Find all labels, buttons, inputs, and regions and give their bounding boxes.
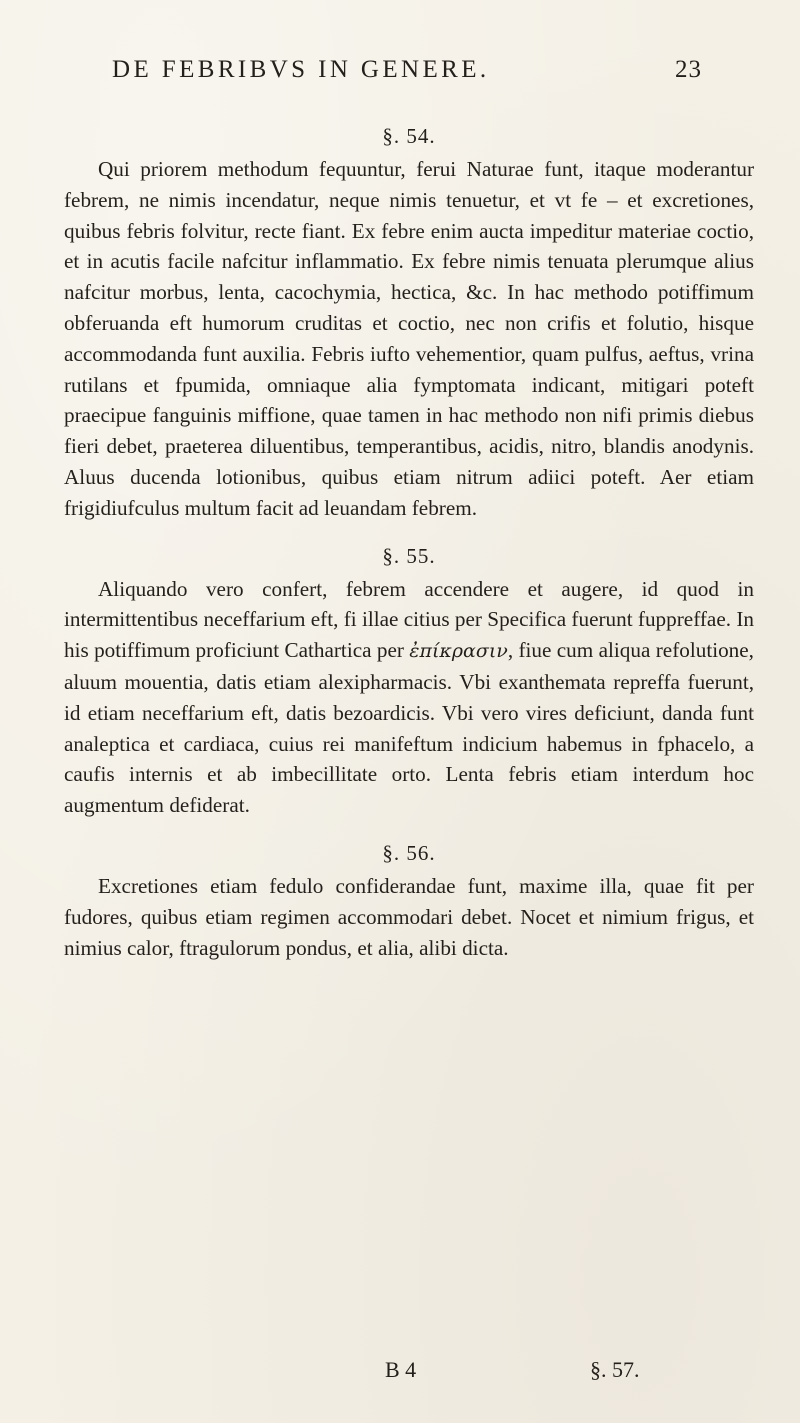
greek-word: ἐπίκρασιν: [409, 640, 508, 663]
section-paragraph: Qui priorem methodum fequuntur, ferui Naturae funt, itaque moderantur febrem, ne nimis incendatur, neque nimis tenuetur, et vt fe – et excretiones, quibus febris folvitur, recte fiant. Ex febre enim aucta impeditur materiae coctio, et in acutis facile nafcitur inflammatio. Ex febre nimis tenuata plerumque alius nafcitur morbus, lenta, cacochymia, hectica, &c. In hac methodo potiffimum obferuanda eft humorum cruditas et coctio, nec non crifis et folutio, hisque accommodanda funt auxilia. Febris iufto vehementior, quam pulfus, aeftus, vrina rutilans et fpumida, omniaque alia fymptomata indicant, mitigari poteft praecipue fanguinis miffione, quae tamen in hac methodo non nifi primis diebus fieri debet, praeterea diluentibus, temperantibus, acidis, nitro, blandis anodynis. Aluus ducenda lotionibus, quibus etiam nitrum adiici poteft. Aer etiam frigidiufculus multum facit ad leuandam febrem.: [64, 157, 754, 520]
paragraph-text: , fiue cum aliqua refolutione, aluum mouentia, datis etiam alexipharmacis. Vbi exanthemata repreffa fuerunt, id etiam neceffarium eft, datis bezoardicis. Vbi vero vires deficiunt, danda funt analeptica et cardiaca, cuius rei manifeftum indicium habemus in fphacelo, a caufis internis et ab imbecillitate orto. Lenta febris etiam interdum hoc augmentum defiderat.: [64, 638, 754, 818]
catchword: §. 57.: [590, 1357, 640, 1382]
section-number: §. 56.: [382, 840, 436, 865]
running-title: DE FEBRIBVS IN GENERE.: [112, 56, 490, 83]
running-head: [112, 56, 702, 96]
section-paragraph: [64, 574, 754, 821]
section-number: §. 55.: [382, 543, 436, 568]
paragraph-text: Aliquando vero confert, febrem accendere et augere, id quod in intermittentibus neceffarium eft, fi illae citius per Specifica fuerunt fuppreffae. In his potiffimum proficiunt Cathartica per: [64, 576, 754, 663]
section-paragraph: Excretiones etiam fedulo confiderandae funt, maxime illa, quae fit per fudores, quibus etiam regimen accommodari debet. Nocet et nimium frigus, et nimius calor, ftragulorum pondus, et alia, alibi dicta.: [64, 873, 754, 960]
page-number: 23: [675, 56, 702, 83]
section-number: §. 54.: [382, 124, 436, 148]
signature-mark: B 4: [385, 1357, 417, 1382]
page-footer: [0, 1357, 800, 1391]
body-text: [64, 118, 754, 977]
